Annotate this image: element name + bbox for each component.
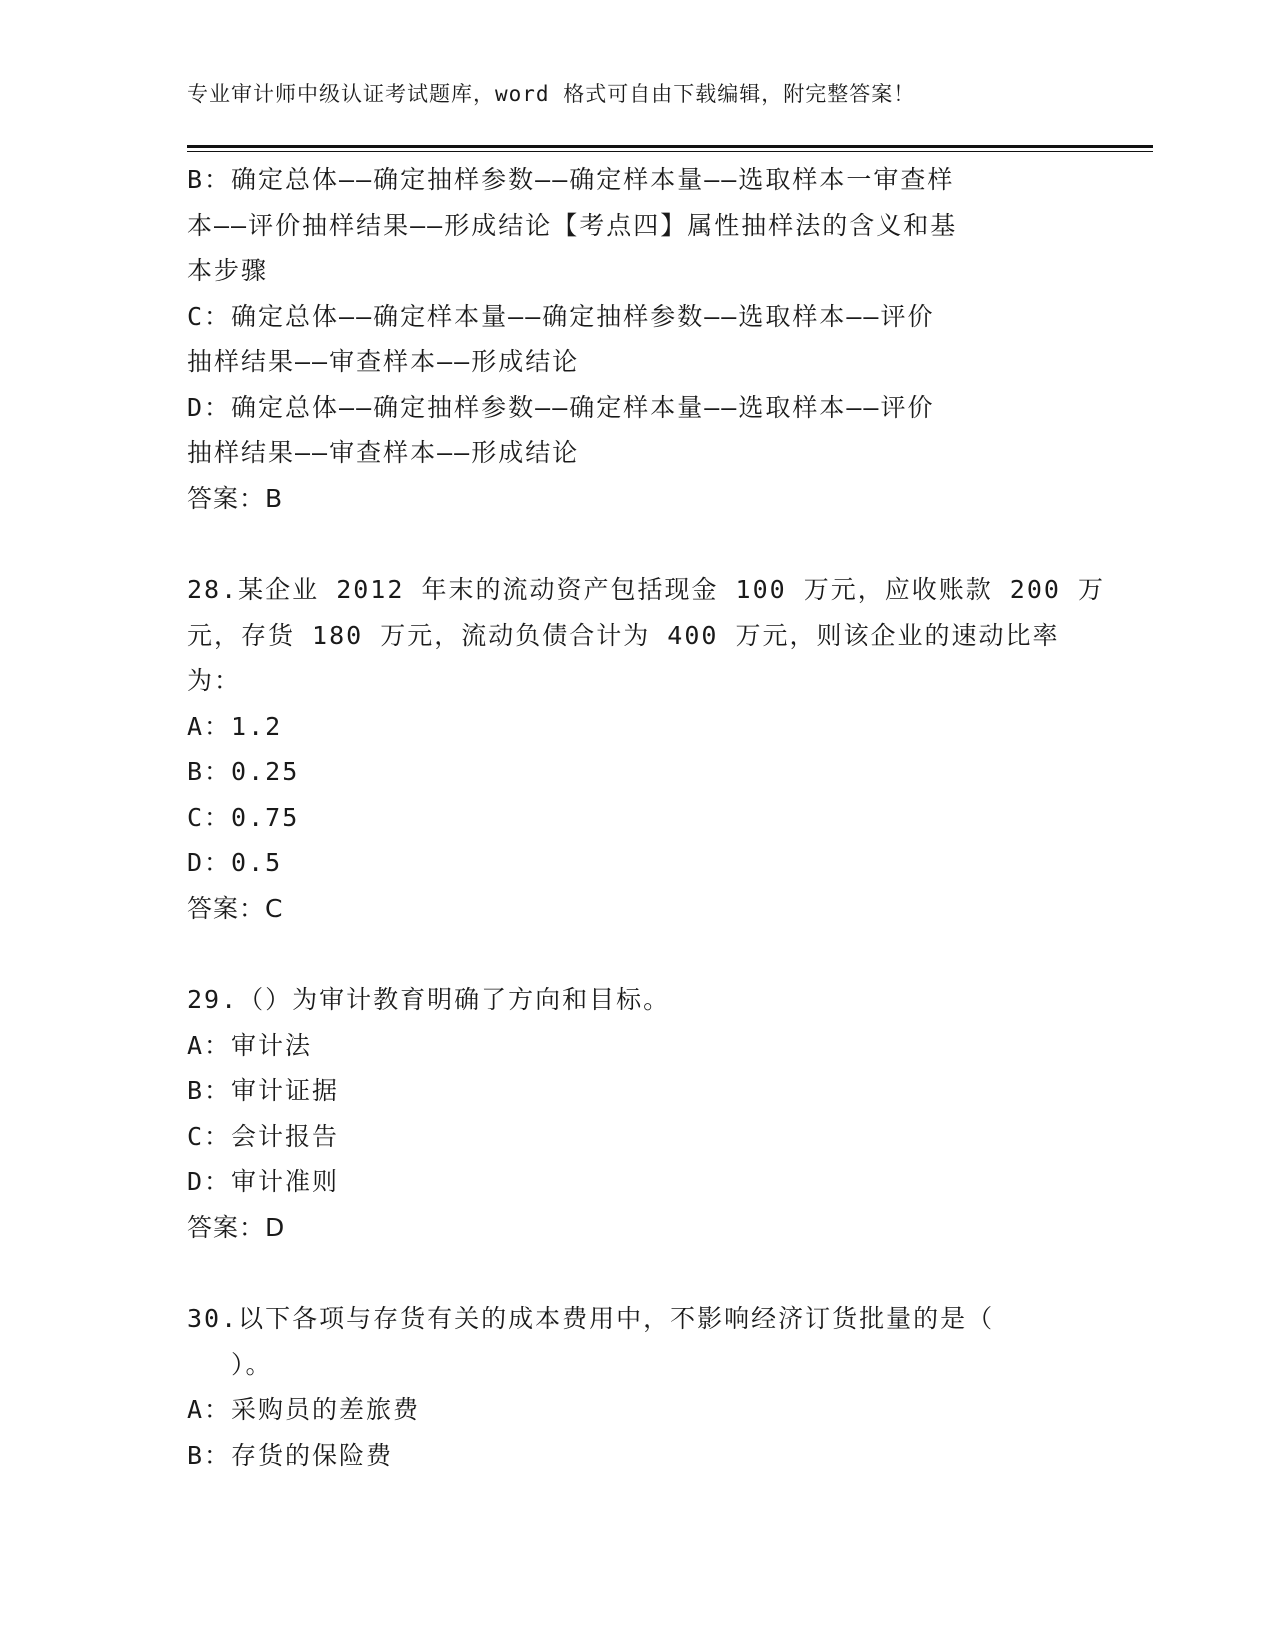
- option-line: B：确定总体——确定抽样参数——确定样本量——选取样本一审查样: [187, 165, 955, 194]
- stem-line: 为：: [187, 666, 242, 695]
- question-27-option-b: [187, 157, 1087, 294]
- option-line: 抽样结果——审查样本——形成结论: [187, 347, 580, 376]
- question-27-option-d: [187, 385, 1087, 476]
- option-line: 本步骤: [187, 256, 269, 285]
- question-29-option-b: B：审计证据: [187, 1076, 340, 1105]
- question-29-option-c: C：会计报告: [187, 1121, 340, 1151]
- question-28-option-c: C：0.75: [187, 802, 300, 832]
- question-29-stem: 29.（）为审计教育明确了方向和目标。: [187, 985, 671, 1014]
- question-27-option-c: [187, 294, 1087, 385]
- option-line: C：确定总体——确定样本量——确定抽样参数——选取样本——评价: [187, 301, 935, 331]
- question-29-answer: 答案：D: [187, 1212, 286, 1242]
- question-29-option-d: D：审计准则: [187, 1167, 340, 1196]
- question-28-stem: [187, 567, 1105, 704]
- stem-line: ）。: [231, 1349, 273, 1379]
- option-line: D：确定总体——确定抽样参数——确定样本量——选取样本——评价: [187, 392, 935, 422]
- option-line: 本——评价抽样结果——形成结论【考点四】属性抽样法的含义和基: [187, 210, 958, 240]
- stem-line: 元，存货 180 万元，流动负债合计为 400 万元，则该企业的速动比率: [187, 620, 1060, 650]
- header-rule-thin: [187, 151, 1153, 152]
- question-29-option-a: A：审计法: [187, 1030, 313, 1060]
- question-30-stem: [187, 1296, 1087, 1387]
- page-header: 专业审计师中级认证考试题库，word 格式可自由下载编辑，附完整答案！: [187, 82, 916, 106]
- question-27-answer: 答案：B: [187, 483, 284, 513]
- option-line: 抽样结果——审查样本——形成结论: [187, 438, 580, 467]
- question-28-option-a: A：1.2: [187, 711, 283, 741]
- question-28-option-b: B：0.25: [187, 757, 300, 786]
- header-rule-thick: [187, 145, 1153, 148]
- question-content: [187, 157, 1105, 1478]
- stem-line: 28.某企业 2012 年末的流动资产包括现金 100 万元，应收账款 200 万: [187, 575, 1105, 604]
- question-28-option-d: D：0.5: [187, 848, 283, 877]
- stem-line: 30.以下各项与存货有关的成本费用中，不影响经济订货批量的是（: [187, 1304, 995, 1333]
- spacer: [187, 931, 1087, 977]
- question-28-answer: 答案：C: [187, 893, 284, 923]
- question-30-option-b: B：存货的保险费: [187, 1440, 394, 1470]
- question-30-option-a: A：采购员的差旅费: [187, 1395, 421, 1424]
- spacer: [187, 521, 1087, 567]
- spacer: [187, 1250, 1087, 1296]
